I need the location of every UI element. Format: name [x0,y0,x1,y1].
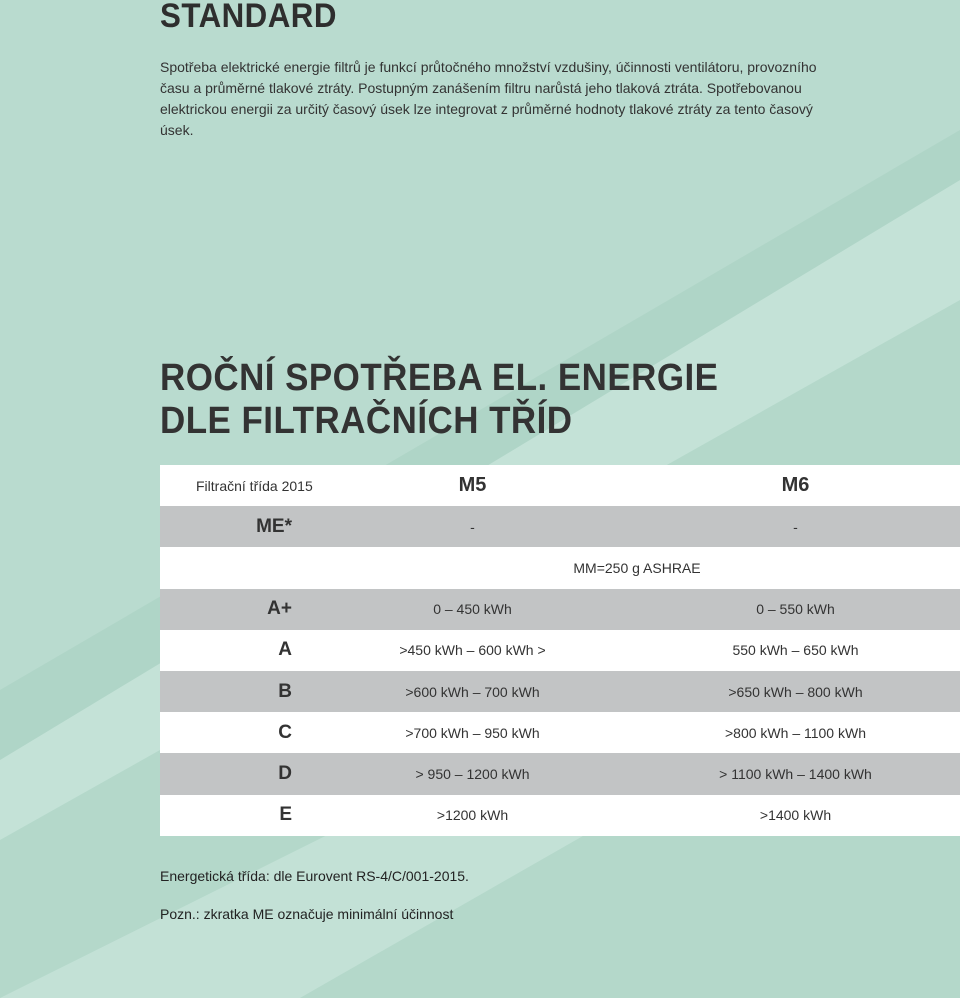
energy-class-footnote: Energetická třída: dle Eurovent RS-4/C/001-2015. [160,868,469,884]
energy-class-label: A+ [160,589,314,630]
me-m5-value: - [314,506,631,547]
energy-class-table [160,465,960,836]
me-row [160,506,960,547]
energy-class-label: A [160,630,314,671]
energy-class-label: E [160,795,314,836]
m6-value: >1400 kWh [631,795,960,836]
energy-class-label: C [160,712,314,753]
m6-value: >650 kWh – 800 kWh [631,671,960,712]
energy-class-label: D [160,753,314,794]
table-row [160,753,960,794]
me-m6-value: - [631,506,960,547]
m6-value: > 1100 kWh – 1400 kWh [631,753,960,794]
m6-value: 0 – 550 kWh [631,589,960,630]
table-row [160,589,960,630]
table-header-row [160,465,960,506]
filter-class-label: Filtrační třída 2015 [160,465,314,506]
table-row [160,712,960,753]
column-m5-header: M5 [314,465,631,506]
m5-value: >1200 kWh [314,795,631,836]
abbreviation-footnote: Pozn.: zkratka ME označuje minimální účinnost [160,906,454,922]
table-row [160,630,960,671]
column-m6-header: M6 [631,465,960,506]
section-heading-line1: ROČNÍ SPOTŘEBA EL. ENERGIE [160,357,719,399]
m6-value: >800 kWh – 1100 kWh [631,712,960,753]
energy-class-label: B [160,671,314,712]
test-condition-row [160,547,960,588]
m5-value: >450 kWh – 600 kWh > [314,630,631,671]
m5-value: > 950 – 1200 kWh [314,753,631,794]
test-condition: MM=250 g ASHRAE [314,547,960,588]
intro-paragraph: Spotřeba elektrické energie filtrů je funkcí průtočného množství vzdušiny, účinnosti ventilátoru, provozního času a průměrné tlakové ztráty. Postupným zanášením filtru narůstá jeho tlaková ztráta. Spotřebovanou elektrickou energii za určitý časový úsek lze integrovat z průměrné hodnoty tlakové ztráty za tento časový úsek. [160,59,817,138]
m5-value: 0 – 450 kWh [314,589,631,630]
m5-value: >700 kWh – 950 kWh [314,712,631,753]
table-row [160,671,960,712]
section-heading-line2: DLE FILTRAČNÍCH TŘÍD [160,400,573,442]
me-label: ME* [160,506,314,547]
m6-value: 550 kWh – 650 kWh [631,630,960,671]
table-row [160,795,960,836]
section-heading [160,357,718,443]
page-heading: STANDARD [160,0,337,35]
m5-value: >600 kWh – 700 kWh [314,671,631,712]
